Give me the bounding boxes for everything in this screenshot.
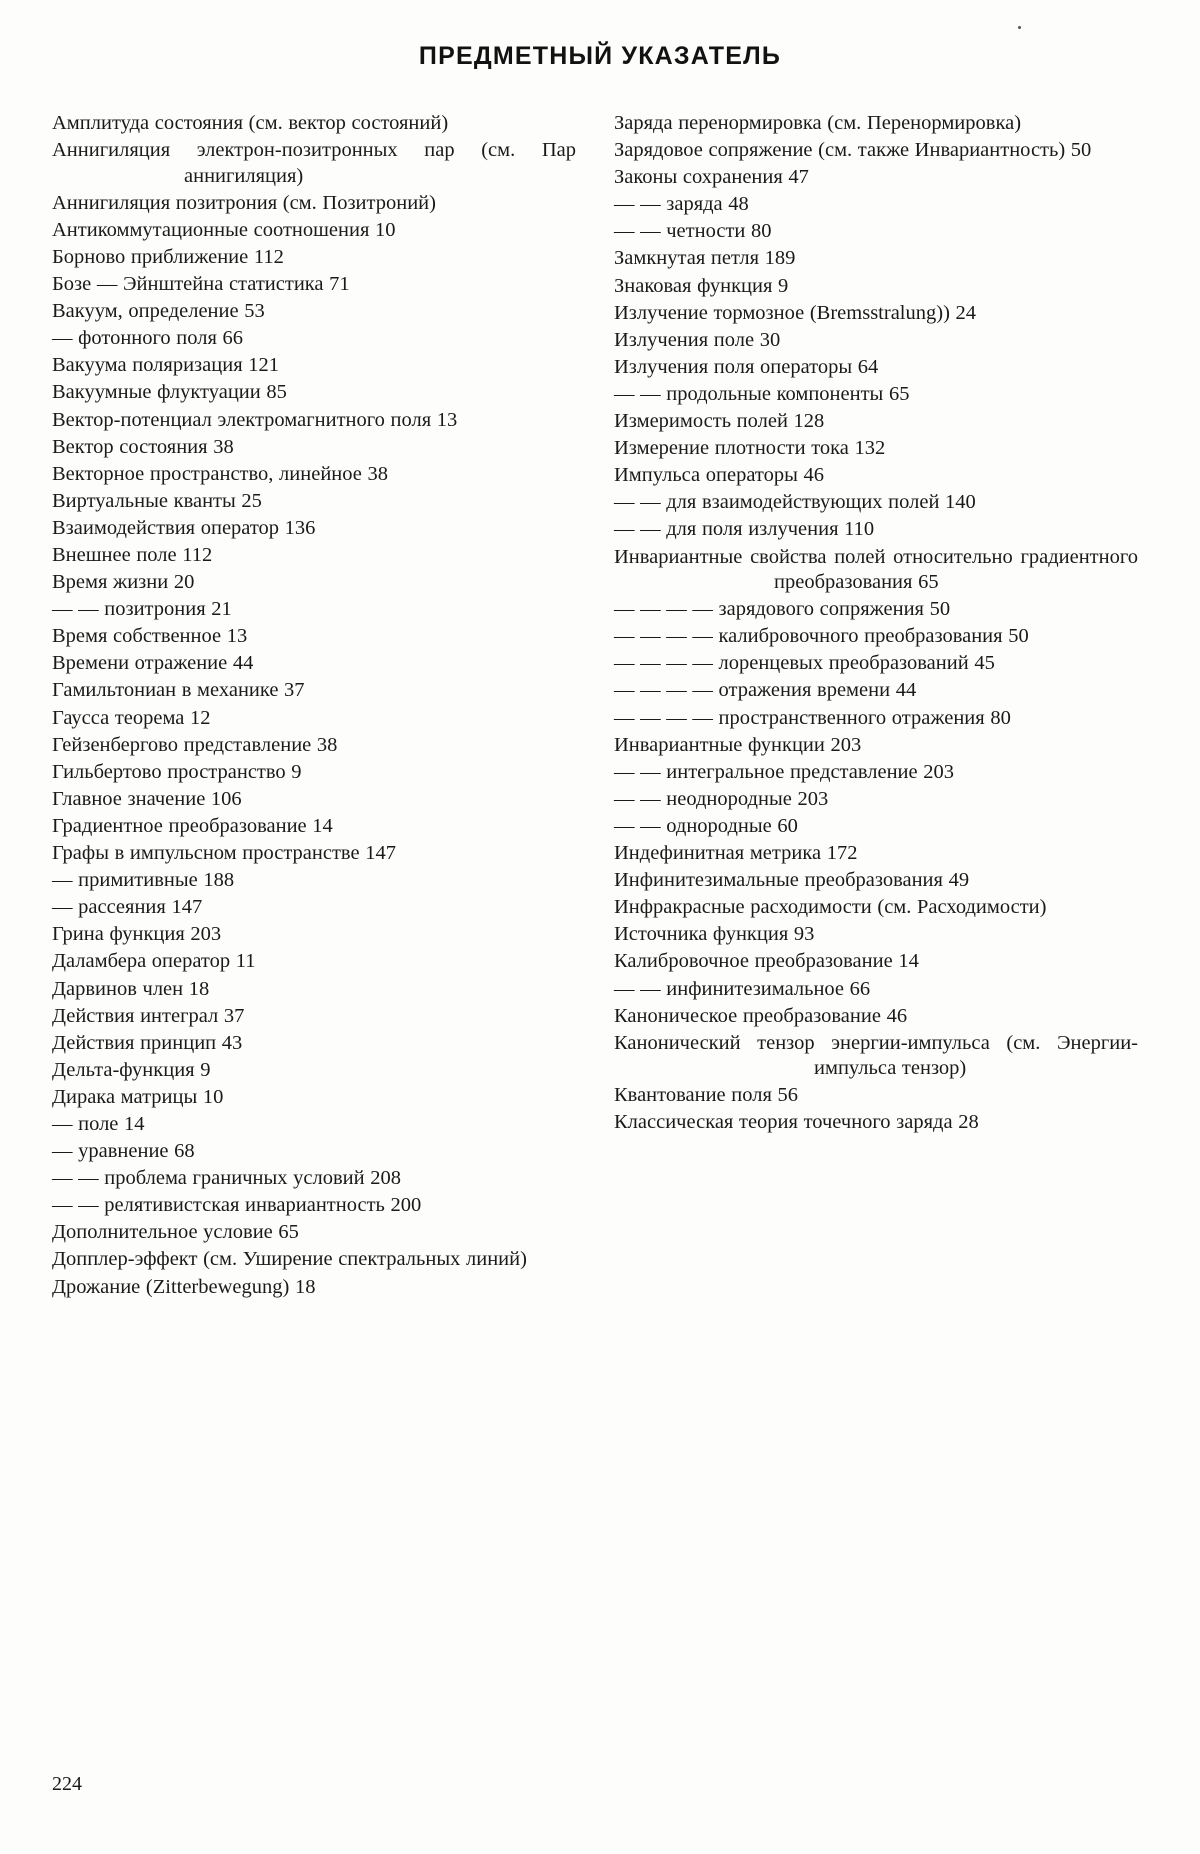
- index-entry: Вакуумные флуктуации 85: [52, 381, 287, 404]
- index-entry: Амплитуда состояния (см. вектор состояний): [52, 112, 449, 134]
- index-entry: Законы сохранения 47: [614, 166, 809, 189]
- index-entry: Бозе — Эйнштейна статистика 71: [52, 273, 350, 296]
- index-columns: [0, 71, 1200, 1302]
- index-entry: Главное значение 106: [52, 787, 242, 810]
- index-entry: Вектор состояния 38: [52, 435, 234, 458]
- index-entry: Классическая теория точечного заряда 28: [614, 1111, 979, 1134]
- index-entry: Импульса операторы 46: [614, 464, 824, 487]
- index-entry: — рассеяния 147: [52, 896, 203, 919]
- page-number: 224: [52, 1773, 82, 1795]
- index-entry: — — — — лоренцевых преобразований 45: [614, 652, 995, 675]
- index-entry: Заряда перенормировка (см. Перенормировка): [614, 112, 1022, 134]
- index-entry: Аннигиляция электрон-позитронных пар (см. Пар аннигиляция): [52, 139, 576, 187]
- index-entry: Дирака матрицы 10: [52, 1085, 224, 1108]
- index-entry: — — интегральное представление 203: [614, 760, 954, 783]
- index-entry: — — — — пространственного отражения 80: [614, 706, 1011, 729]
- index-entry: Грина функция 203: [52, 923, 222, 946]
- stray-mark: [1018, 26, 1021, 29]
- index-entry: Векторное пространство, линейное 38: [52, 462, 388, 485]
- index-entry: Действия принцип 43: [52, 1031, 243, 1054]
- index-entry: Антикоммутационные соотношения 10: [52, 218, 396, 241]
- index-entry: Взаимодействия оператор 136: [52, 516, 316, 539]
- index-entry: — — позитрония 21: [52, 598, 232, 621]
- index-entry: Виртуальные кванты 25: [52, 489, 262, 512]
- index-entry: Каноническое преобразование 46: [614, 1004, 908, 1027]
- index-entry: Даламбера оператор 11: [52, 950, 256, 973]
- index-entry: Измеримость полей 128: [614, 410, 825, 433]
- index-entry: Гильбертово пространство 9: [52, 760, 302, 783]
- index-entry: Время собственное 13: [52, 625, 248, 648]
- index-entry: Инфракрасные расходимости (см. Расходимости): [614, 896, 1047, 919]
- index-entry: Графы в импульсном пространстве 147: [52, 842, 396, 865]
- index-entry: Аннигиляция позитрония (см. Позитроний): [52, 191, 436, 214]
- index-entry: Гамильтониан в механике 37: [52, 679, 305, 702]
- index-entry: — — однородные 60: [614, 814, 798, 837]
- index-entry: Квантование поля 56: [614, 1084, 798, 1107]
- index-entry: — — четности 80: [614, 220, 772, 243]
- index-entry: Градиентное преобразование 14: [52, 814, 333, 837]
- index-entry: — уравнение 68: [52, 1140, 195, 1163]
- index-entry: Гейзенбергово представление 38: [52, 733, 338, 756]
- index-entry: Внешнее поле 112: [52, 544, 213, 566]
- index-entry: Гаусса теорема 12: [52, 706, 211, 729]
- index-entry: Дополнительное условие 65: [52, 1221, 299, 1244]
- index-entry: Времени отражение 44: [52, 652, 254, 675]
- index-entry: — — — — калибровочного преобразования 50: [614, 625, 1029, 648]
- index-column-left: [52, 111, 576, 1302]
- index-entry: — — инфинитезимальное 66: [614, 977, 871, 1000]
- index-column-right: [614, 111, 1138, 1302]
- index-entry: — примитивные 188: [52, 869, 235, 892]
- index-entry: — фотонного поля 66: [52, 327, 244, 350]
- index-entry: Дельта-функция 9: [52, 1058, 211, 1081]
- index-entry: Действия интеграл 37: [52, 1004, 245, 1027]
- index-entry: Вакуум, определение 53: [52, 300, 265, 323]
- index-entry: Канонический тензор энергии-импульса (см. Энергии-импульса тензор): [614, 1031, 1138, 1080]
- index-entry: — — заряда 48: [614, 193, 749, 216]
- index-entry: Источника функция 93: [614, 923, 815, 946]
- index-entry: Вакуума поляризация 121: [52, 354, 280, 377]
- index-entry: Зарядовое сопряжение (см. также Инвариантность) 50: [614, 139, 1092, 162]
- index-entry: — — для взаимодействующих полей 140: [614, 491, 976, 514]
- index-entry: Дарвинов член 18: [52, 977, 210, 1000]
- index-entry: Излучения поля операторы 64: [614, 355, 879, 378]
- index-entry: — — для поля излучения 110: [614, 518, 875, 541]
- index-entry: — — неоднородные 203: [614, 787, 829, 810]
- index-entry: Инвариантные свойства полей относительно градиентного преобразования 65: [614, 545, 1138, 594]
- index-entry: — — — — зарядового сопряжения 50: [614, 598, 951, 621]
- index-entry: — — — — отражения времени 44: [614, 679, 917, 702]
- index-entry: Борново приближение 112: [52, 245, 284, 268]
- index-entry: Вектор-потенциал электромагнитного поля 13: [52, 408, 458, 431]
- index-entry: Замкнутая петля 189: [614, 247, 796, 270]
- index-entry: Излучение тормозное (Bremsstralung)) 24: [614, 301, 977, 324]
- page-title: ПРЕДМЕТНЫЙ УКАЗАТЕЛЬ: [418, 42, 782, 70]
- index-entry: — — продольные компоненты 65: [614, 382, 910, 405]
- index-entry: Измерение плотности тока 132: [614, 437, 886, 460]
- index-entry: Дрожание (Zitterbewegung) 18: [52, 1275, 316, 1298]
- index-entry: Индефинитная метрика 172: [614, 842, 858, 865]
- index-entry: — — проблема граничных условий 208: [52, 1167, 401, 1190]
- index-entry: Время жизни 20: [52, 571, 195, 594]
- index-entry: Инфинитезимальные преобразования 49: [614, 869, 970, 892]
- index-entry: Знаковая функция 9: [614, 274, 789, 297]
- index-entry: Допплер-эффект (см. Уширение спектральных линий): [52, 1248, 527, 1271]
- index-entry: Излучения поле 30: [614, 328, 781, 351]
- index-entry: Инвариантные функции 203: [614, 733, 862, 756]
- index-entry: — — релятивистская инвариантность 200: [52, 1194, 422, 1217]
- index-entry: — поле 14: [52, 1112, 145, 1135]
- index-entry: Калибровочное преобразование 14: [614, 950, 919, 973]
